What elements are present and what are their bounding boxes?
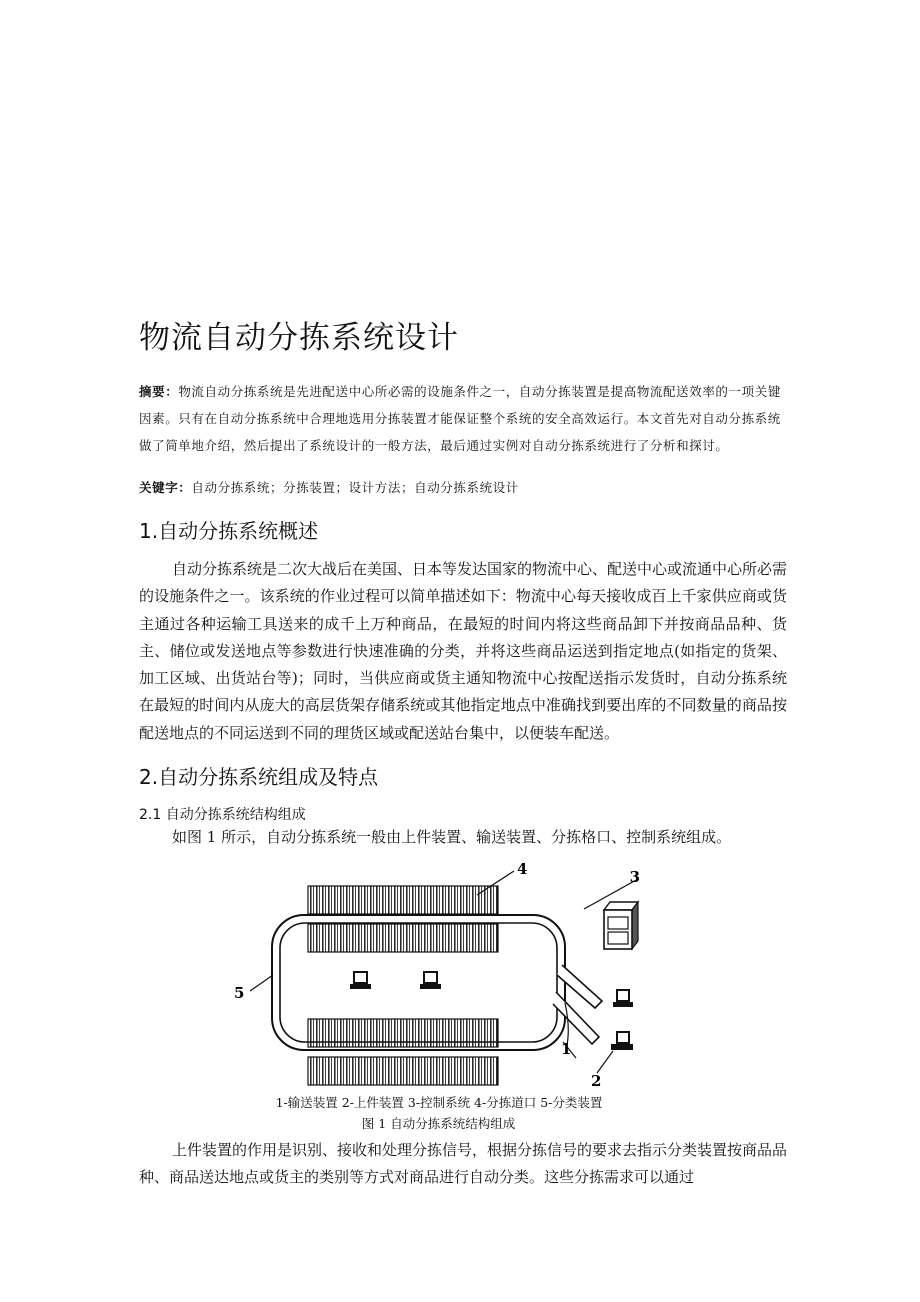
label-1: 1 bbox=[561, 1040, 572, 1058]
abstract bbox=[139, 378, 789, 459]
section-2-1-paragraph-2: 上件装置的作用是识别、接收和处理分拣信号，根据分拣信号的要求去指示分类装置按商品品种、商品送达地点或货主的类别等方式对商品进行自动分类。这些分拣需求可以通过 bbox=[139, 1141, 788, 1187]
abstract-text: 物流自动分拣系统是先进配送中心所必需的设施条件之一，自动分拣装置是提高物流配送效率的一项关键因素。只有在自动分拣系统中合理地选用分拣装置才能保证整个系统的安全高效运行。本文首先对自动分拣系统做了简单地介绍，然后提出了系统设计的一般方法，最后通过实例对自动分拣系统进行了分析和探讨。 bbox=[139, 384, 781, 453]
figure-caption: 图 1 自动分拣系统结构组成 bbox=[361, 1116, 516, 1131]
terminal-icon bbox=[350, 972, 371, 989]
section-1-heading: 1.自动分拣系统概述 bbox=[139, 519, 319, 543]
sorting-chutes-bottom bbox=[308, 1019, 498, 1085]
label-4: 4 bbox=[517, 862, 528, 878]
diverter-branches bbox=[553, 965, 602, 1050]
section-1-paragraph: 自动分拣系统是二次大战后在美国、日本等发达国家的物流中心、配送中心或流通中心所必需的设施条件之一。该系统的作业过程可以简单描述如下：物流中心每天接收成百上千家供应商或货主通过各种运输工具送来的成千上万种商品，在最短的时间内将这些商品卸下并按商品品种、货主、储位或发送地点等参数进行快速准确的分类，并将这些商品运送到指定地点(如指定的货架、加工区域、出货站台等)；同时，当供应商或货主通知物流中心按配送指示发货时，自动分拣系统在最短的时间内从庞大的高层货架存储系统或其他指定地点中准确找到要出库的不同数量的商品按配送地点的不同运送到不同的理货区域或配送站台集中，以便装车配送。 bbox=[139, 560, 788, 742]
sorting-chutes-top bbox=[308, 886, 498, 952]
terminal-icon bbox=[420, 972, 441, 989]
keywords bbox=[139, 478, 789, 498]
sorting-system-diagram bbox=[226, 862, 646, 1094]
figure-legend: 1-输送装置 2-上件装置 3-控制系统 4-分拣道口 5-分类装置 bbox=[275, 1095, 603, 1110]
keywords-label: 关键字： bbox=[139, 480, 192, 495]
control-cabinet-icon bbox=[604, 902, 638, 949]
label-5: 5 bbox=[234, 984, 245, 1002]
section-2-1-heading: 2.1 自动分拣系统结构组成 bbox=[139, 807, 306, 823]
document-title: 物流自动分拣系统设计 bbox=[139, 320, 459, 356]
abstract-label: 摘要： bbox=[139, 384, 179, 399]
section-2-heading: 2.自动分拣系统组成及特点 bbox=[139, 765, 379, 789]
section-2-1-paragraph-1: 如图 1 所示，自动分拣系统一般由上件装置、输送装置、分拣格口、控制系统组成。 bbox=[172, 828, 732, 846]
loading-station-icon bbox=[611, 1032, 633, 1050]
terminal-icon bbox=[613, 990, 633, 1007]
label-2: 2 bbox=[591, 1072, 602, 1090]
label-3: 3 bbox=[629, 868, 640, 886]
keywords-text: 自动分拣系统；分拣装置；设计方法；自动分拣系统设计 bbox=[191, 480, 519, 495]
